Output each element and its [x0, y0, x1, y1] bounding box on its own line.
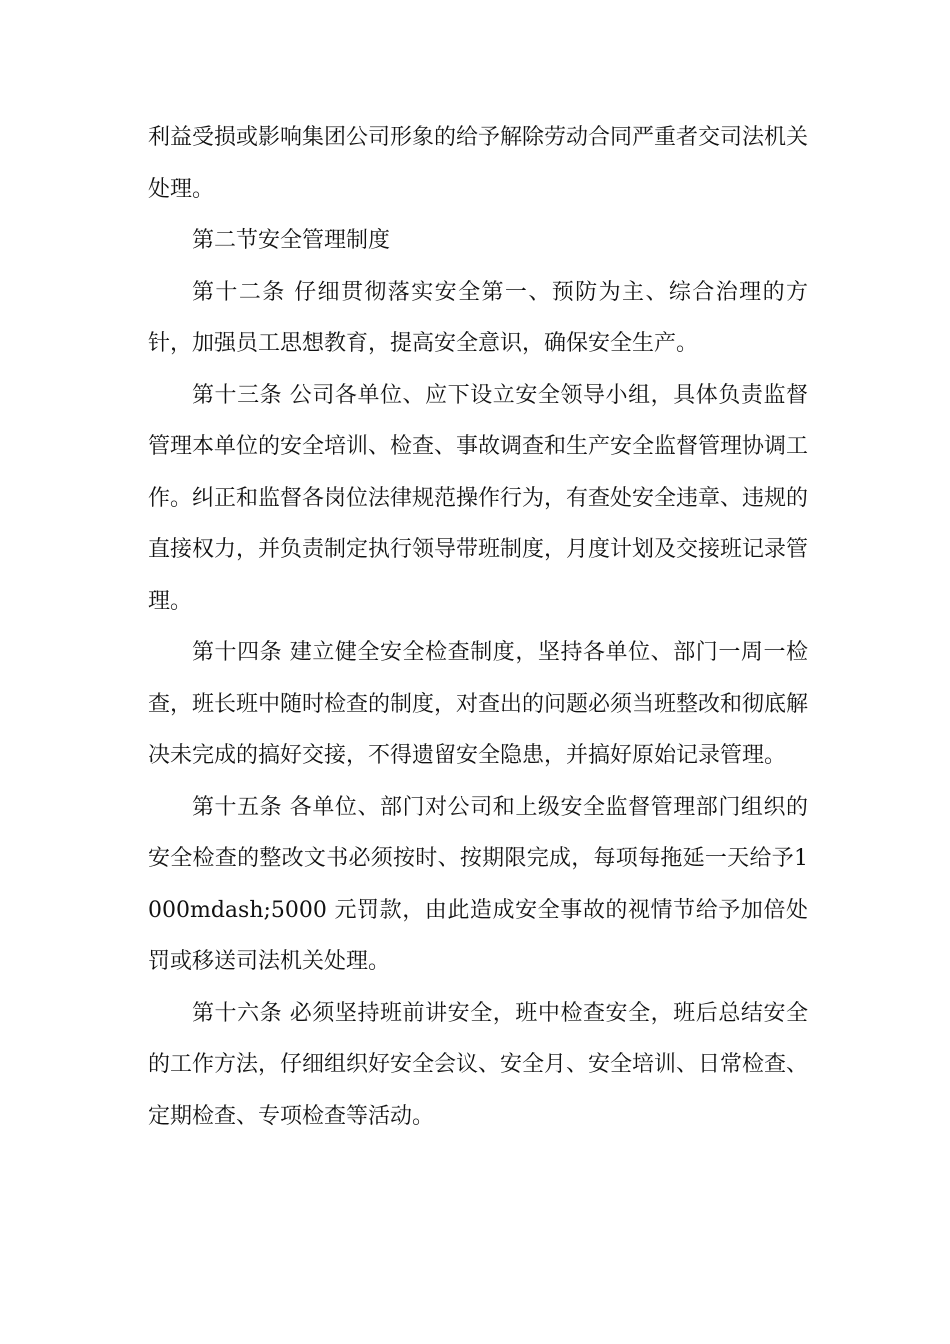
article-12: 第十二条 仔细贯彻落实安全第一、预防为主、综合治理的方针，加强员工思想教育，提高安全意识，确保安全生产。: [148, 279, 808, 356]
article-14: 第十四条 建立健全安全检查制度，坚持各单位、部门一周一检查，班长班中随时检查的制度，对查出的问题必须当班整改和彻底解决未完成的搞好交接，不得遗留安全隐患，并搞好原始记录管理。: [148, 640, 809, 768]
section-heading: 第二节安全管理制度: [192, 228, 391, 253]
document-body: [148, 112, 808, 1142]
article-15: 第十五条 各单位、部门对公司和上级安全监督管理部门组织的安全检查的整改文书必须按时、按期限完成，每项每拖延一天给予1000mdash;5000 元罚款，由此造成安全事故的视情节给予加倍处罚或移送司法机关处理。: [148, 794, 808, 974]
article-13: 第十三条 公司各单位、应下设立安全领导小组，具体负责监督管理本单位的安全培训、检查、事故调查和生产安全监督管理协调工作。纠正和监督各岗位法律规范操作行为，有查处安全违章、违规的直接权力，并负责制定执行领导带班制度，月度计划及交接班记录管理。: [148, 382, 809, 614]
article-16: 第十六条 必须坚持班前讲安全，班中检查安全，班后总结安全的工作方法，仔细组织好安全会议、安全月、安全培训、日常检查、定期检查、专项检查等活动。: [148, 1000, 809, 1129]
paragraph-continuation: 利益受损或影响集团公司形象的给予解除劳动合同严重者交司法机关处理。: [148, 125, 809, 202]
